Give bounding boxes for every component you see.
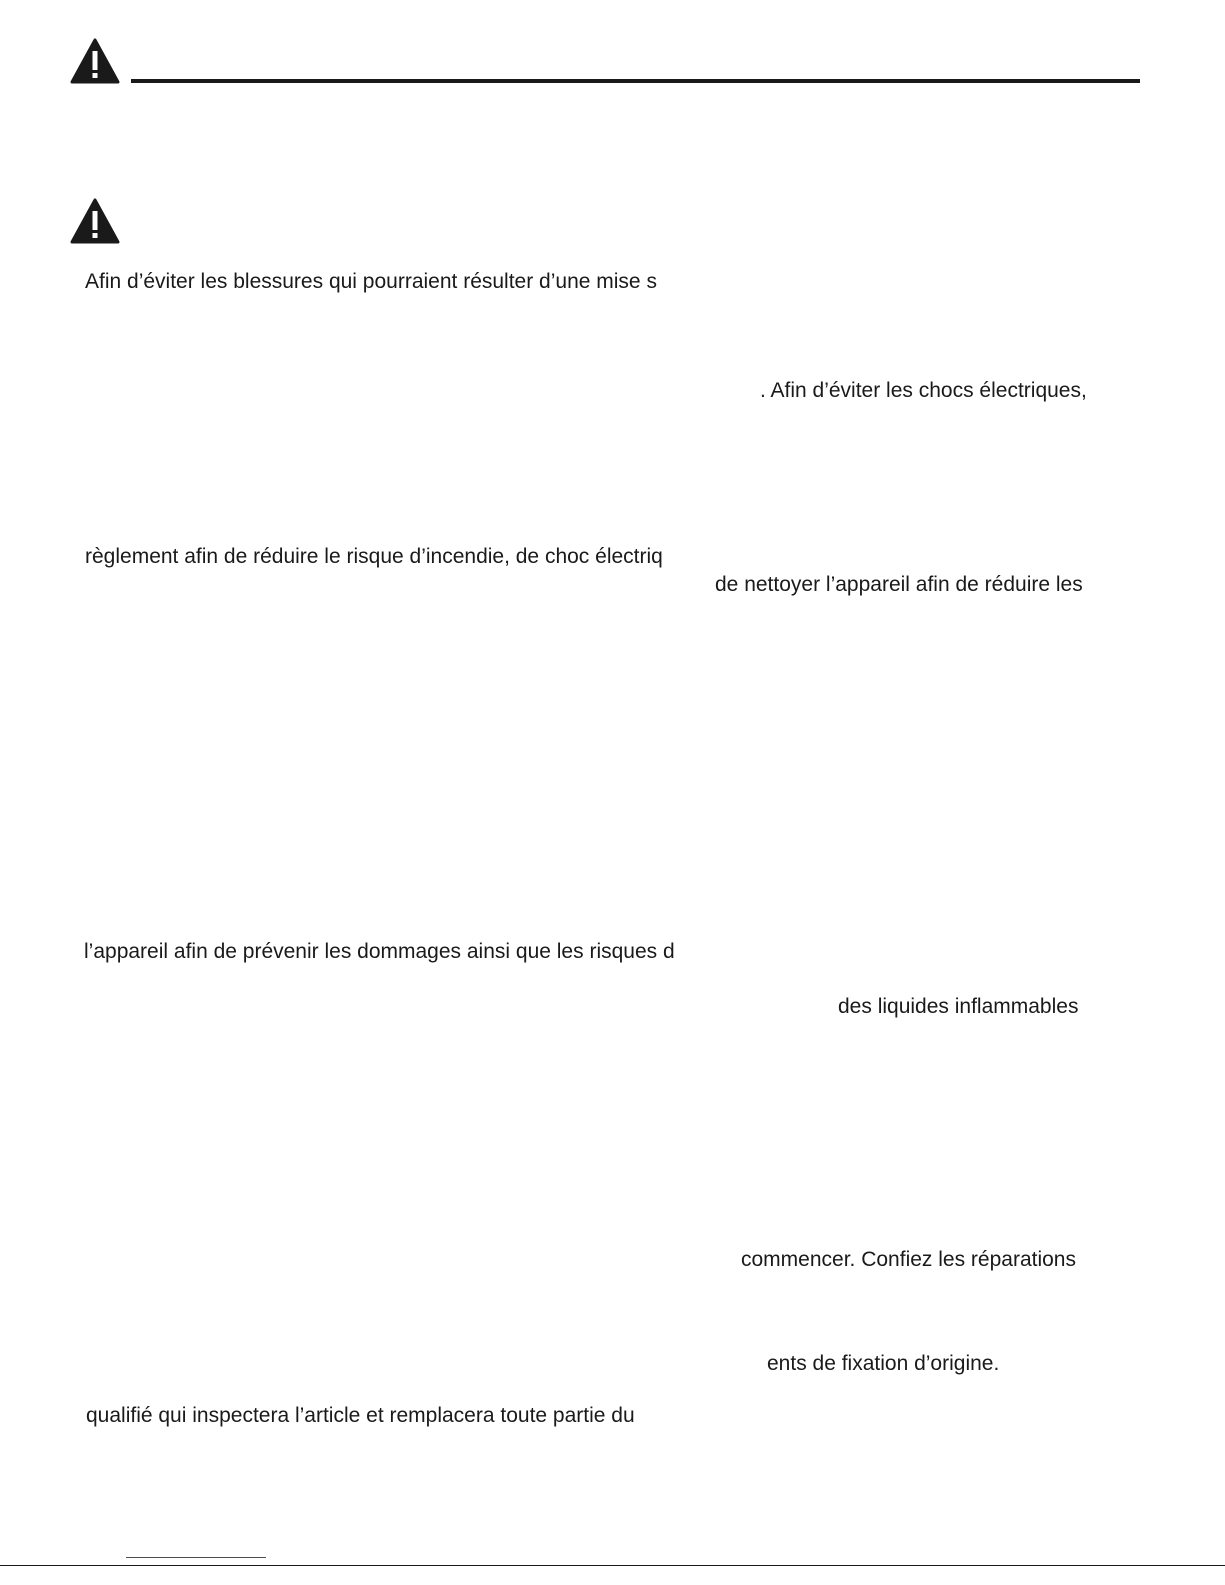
warning-icon: [70, 38, 120, 84]
warning-icon: [70, 198, 120, 244]
text-fragment: l’appareil afin de prévenir les dommages ainsi que les risques d: [84, 940, 675, 963]
text-fragment: des liquides inflammables: [838, 995, 1079, 1018]
text-fragment: Afin d’éviter les blessures qui pourraient résulter d’une mise s: [85, 270, 657, 293]
header-rule: [131, 79, 1140, 83]
text-fragment: règlement afin de réduire le risque d’incendie, de choc électriq: [85, 545, 663, 568]
text-fragment: ents de fixation d’origine.: [767, 1352, 1000, 1375]
text-fragment: qualifié qui inspectera l’article et remplacera toute partie du: [86, 1404, 635, 1427]
text-fragment: commencer. Confiez les réparations: [741, 1248, 1076, 1271]
link-underline: [126, 1557, 266, 1558]
page-bottom-rule: [0, 1565, 1225, 1566]
text-fragment: . Afin d’éviter les chocs électriques,: [760, 379, 1087, 402]
text-fragment: de nettoyer l’appareil afin de réduire les: [715, 573, 1083, 596]
